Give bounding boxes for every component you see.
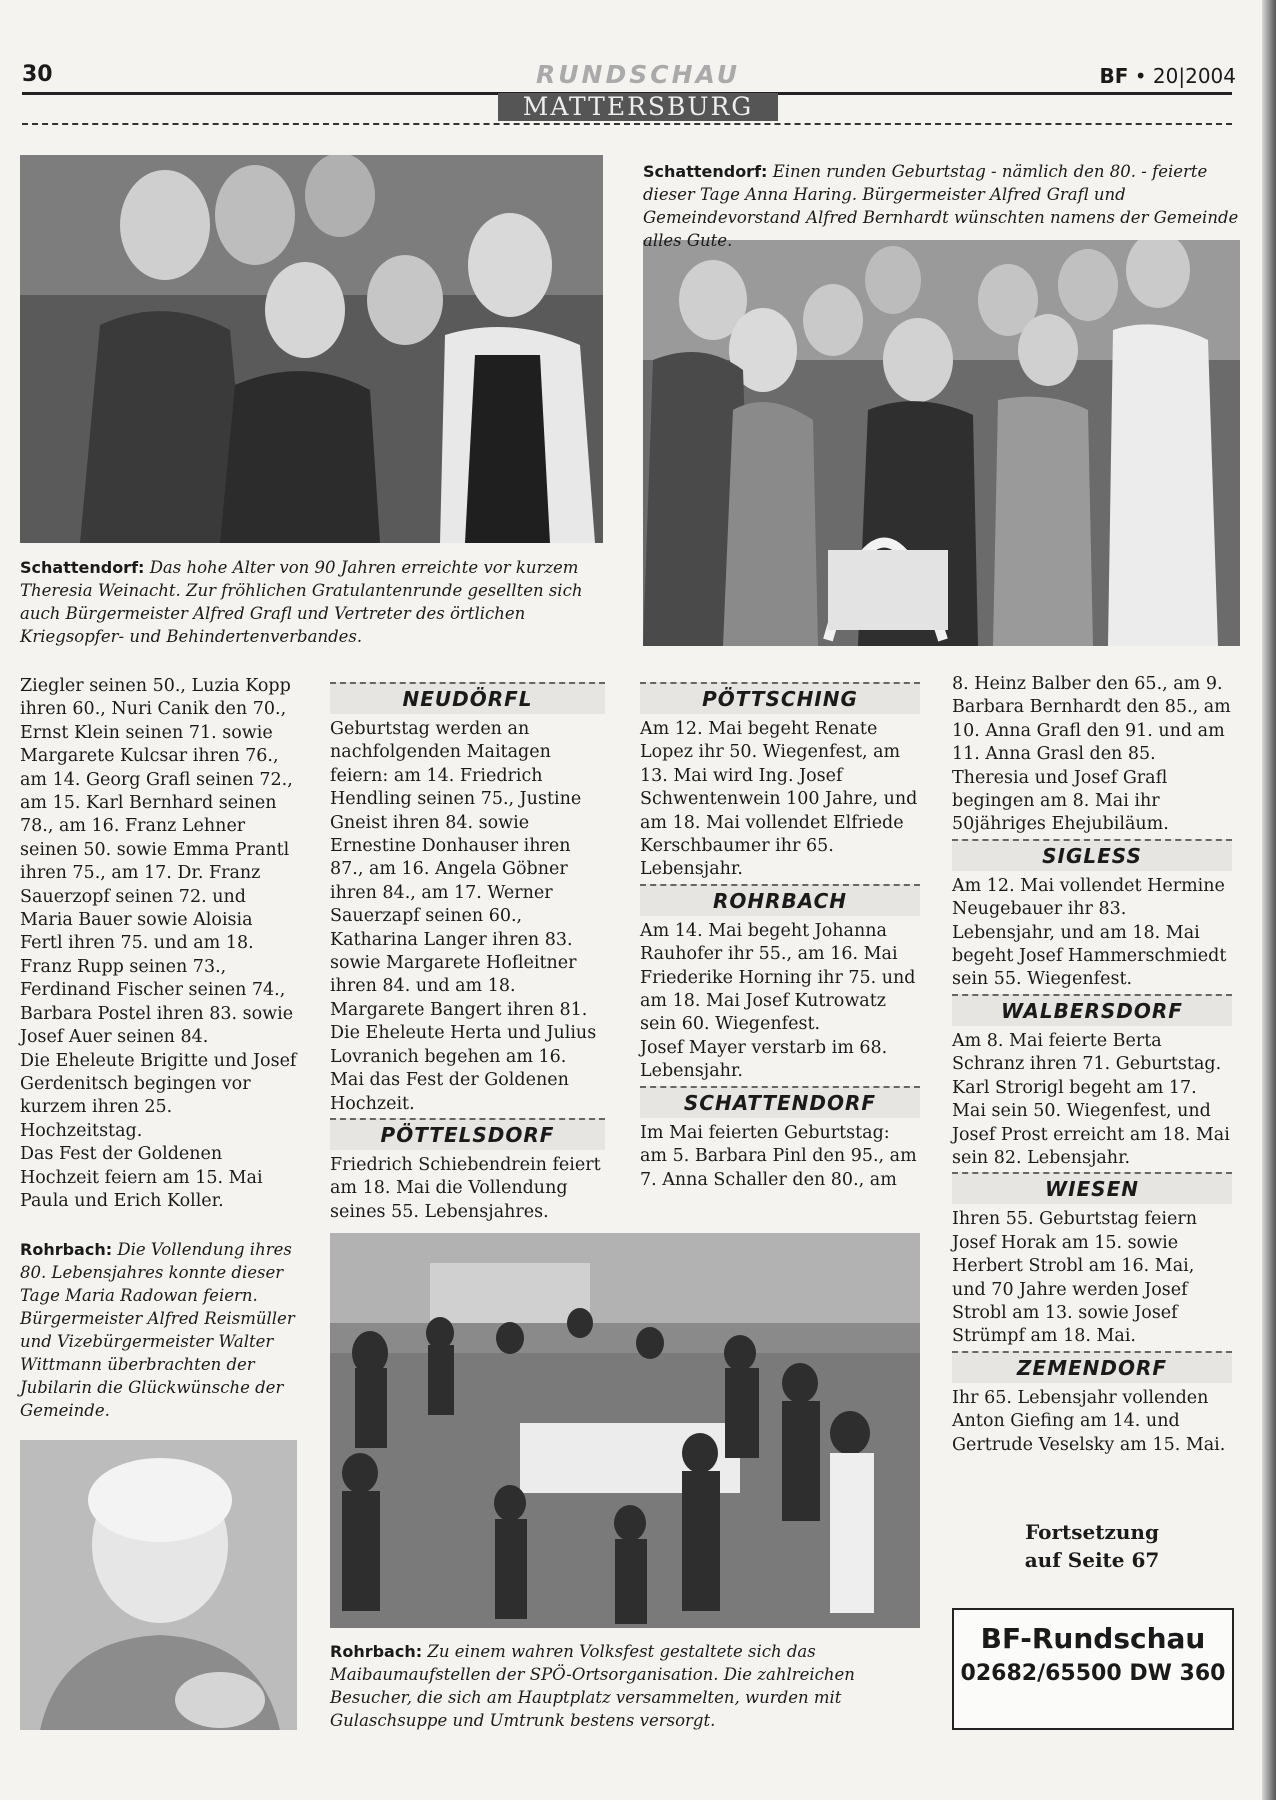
caption-place: Schattendorf: (643, 162, 768, 181)
photo-anna-haring (643, 240, 1240, 646)
caption-text: Einen runden Geburtstag - nämlich den 80. - feierte dieser Tage Anna Haring. Bürgermeister Alfred Grafl und Gemeindevorstand Alfred Bernhardt wünschten namens der Gemeinde alles Gute. (643, 162, 1239, 250)
column-3 (640, 680, 920, 1192)
heading-rohrbach: ROHRBACH (640, 884, 920, 916)
caption-text: Das hohe Alter von 90 Jahren erreichte vor kurzem Theresia Weinacht. Zur fröhlichen Gratulantenrunde gesellten sich auch Bürgermeister Alfred Grafl und Vertreter des örtlichen Kriegsopfer- und Behindertenverbandes. (20, 558, 583, 646)
issue-info (1099, 64, 1236, 88)
issue-number: 20|2004 (1152, 64, 1236, 88)
paragraph: 8. Heinz Balber den 65., am 9. Barbara Bernhardt den 85., am 10. Anna Grafl den 91. und am 11. Anna Grasl den 85. (952, 674, 1231, 765)
section-title: MATTERSBURG (498, 93, 778, 121)
heading-poettsching: PÖTTSCHING (640, 682, 920, 714)
header-dashed-divider (22, 123, 1232, 125)
caption-text: Die Vollendung ihres 80. Lebensjahres konnte dieser Tage Maria Radowan feiern. Bürgermeister Alfred Reismüller und Vizebürgermeister Walter Wittmann überbrachten der Jubilarin die Glückwünsche der Gemeinde. (20, 1240, 295, 1420)
column-4 (952, 673, 1232, 1457)
publication-name: RUNDSCHAU (535, 60, 741, 89)
paragraph: Am 12. Mai vollendet Hermine Neugebauer ihr 83. Lebensjahr, und am 18. Mai begeht Josef Hammerschmiedt sein 55. Wiegenfest. (952, 875, 1227, 990)
paragraph: Ihr 65. Lebensjahr vollenden Anton Giefing am 14. und Gertrude Veselsky am 15. Mai. (952, 1387, 1226, 1455)
paragraph: Ihren 55. Geburtstag feiern Josef Horak am 15. sowie Herbert Strobl am 16. Mai, und 70 Jahre werden Josef Strobl am 13. sowie Josef Strümpf am 18. Mai. (952, 1209, 1197, 1347)
heading-walbersdorf: WALBERSDORF (952, 994, 1232, 1026)
scan-edge-shadow (1262, 0, 1276, 1800)
paragraph: Geburtstag werden an nachfolgenden Maitagen feiern: am 14. Friedrich Hendling seinen 75., Justine Gneist ihren 84. sowie Ernestine Donhauser ihren 87., am 16. Angela Göbner ihren 84., am 17. Werner Sauerzapf seinen 60., Katharina Langer ihren 83. sowie Margarete Hofleitner ihren 84. und am 18. Margarete Bangert ihren 81. (330, 719, 588, 1020)
caption-text: Zu einem wahren Volksfest gestaltete sich das Maibaumaufstellen der SPÖ-Ortsorganisation. Die zahlreichen Besucher, die sich am Hauptplatz versammelten, wurden mit Gulaschsuppe und Umtrunk bestens versorgt. (330, 1642, 855, 1730)
heading-zemendorf: ZEMENDORF (952, 1351, 1232, 1383)
paragraph: Am 14. Mai begeht Johanna Rauhofer ihr 55., am 16. Mai Friederike Horning ihr 75. und am 18. Mai Josef Kutrowatz sein 60. Wiegenfest. (640, 920, 916, 1035)
heading-wiesen: WIESEN (952, 1172, 1232, 1204)
caption-place: Rohrbach: (330, 1642, 423, 1661)
heading-schattendorf: SCHATTENDORF (640, 1086, 920, 1118)
paragraph: Im Mai feierten Geburtstag: am 5. Barbara Pinl den 95., am 7. Anna Schaller den 80., am (640, 1122, 917, 1190)
bf-rundschau-ad (952, 1608, 1234, 1730)
continuation-note (952, 1518, 1232, 1574)
caption-anna-haring (643, 160, 1240, 252)
paragraph: Das Fest der Goldenen Hochzeit feiern am 15. Mai Paula und Erich Koller. (20, 1144, 263, 1211)
heading-poettelsdorf: PÖTTELSDORF (330, 1118, 605, 1150)
photo-maria-radowan (20, 1440, 297, 1730)
caption-place: Schattendorf: (20, 558, 145, 577)
issue-separator: • (1134, 64, 1147, 88)
heading-sigless: SIGLESS (952, 839, 1232, 871)
page-number: 30 (22, 62, 53, 87)
caption-maria-radowan (20, 1238, 300, 1422)
paragraph: Am 8. Mai feierte Berta Schranz ihren 71. Geburtstag. Karl Strorigl begeht am 17. Mai sein 50. Wiegenfest, und Josef Prost erreicht am 18. Mai sein 82. Lebensjahr. (952, 1030, 1230, 1168)
continuation-line-2: auf Seite 67 (1024, 1548, 1160, 1572)
ad-phone: 02682/65500 DW 360 (960, 1661, 1226, 1686)
paragraph: Die Eheleute Herta und Julius Lovranich begehen am 16. Mai das Fest der Goldenen Hochzeit. (330, 1023, 597, 1114)
column-1 (20, 675, 300, 1213)
paragraph: Josef Mayer verstarb im 68. Lebensjahr. (640, 1037, 888, 1082)
issue-brand: BF (1099, 64, 1129, 88)
heading-neudoerfl: NEUDÖRFL (330, 682, 605, 714)
caption-maibaum-fest (330, 1640, 920, 1732)
paragraph: Ziegler seinen 50., Luzia Kopp ihren 60., Nuri Canik den 70., Ernst Klein seinen 71. sowie Margarete Kulcsar ihren 76., am 14. Georg Grafl seinen 72., am 15. Karl Bernhard seinen 78., am 16. Franz Lehner seinen 50. sowie Emma Prantl ihren 75., am 17. Dr. Franz Sauerzopf seinen 72. und Maria Bauer sowie Aloisia Fertl ihren 75. und am 18. Franz Rupp seinen 73., Ferdinand Fischer seinen 74., Barbara Postel ihren 83. sowie Josef Auer seinen 84. (20, 676, 294, 1048)
paragraph: Theresia und Josef Grafl begingen am 8. Mai ihr 50jähriges Ehejubiläum. (952, 767, 1169, 835)
paragraph: Die Eheleute Brigitte und Josef Gerdenitsch begingen vor kurzem ihren 25. Hochzeitstag. (20, 1050, 297, 1141)
column-2 (330, 680, 605, 1224)
caption-place: Rohrbach: (20, 1240, 113, 1259)
photo-maibaum-fest (330, 1233, 920, 1628)
paragraph: Friedrich Schiebendrein feiert am 18. Mai die Vollendung seines 55. Lebensjahres. (330, 1154, 601, 1222)
photo-theresia-weinacht (20, 155, 603, 543)
paragraph: Am 12. Mai begeht Renate Lopez ihr 50. Wiegenfest, am 13. Mai wird Ing. Josef Schwentenwein 100 Jahre, und am 18. Mai vollendet Elfriede Kerschbaumer ihr 65. Lebensjahr. (640, 719, 918, 880)
caption-theresia-weinacht (20, 556, 600, 648)
ad-title: BF-Rundschau (980, 1622, 1206, 1655)
continuation-line-1: Fortsetzung (1025, 1520, 1159, 1544)
